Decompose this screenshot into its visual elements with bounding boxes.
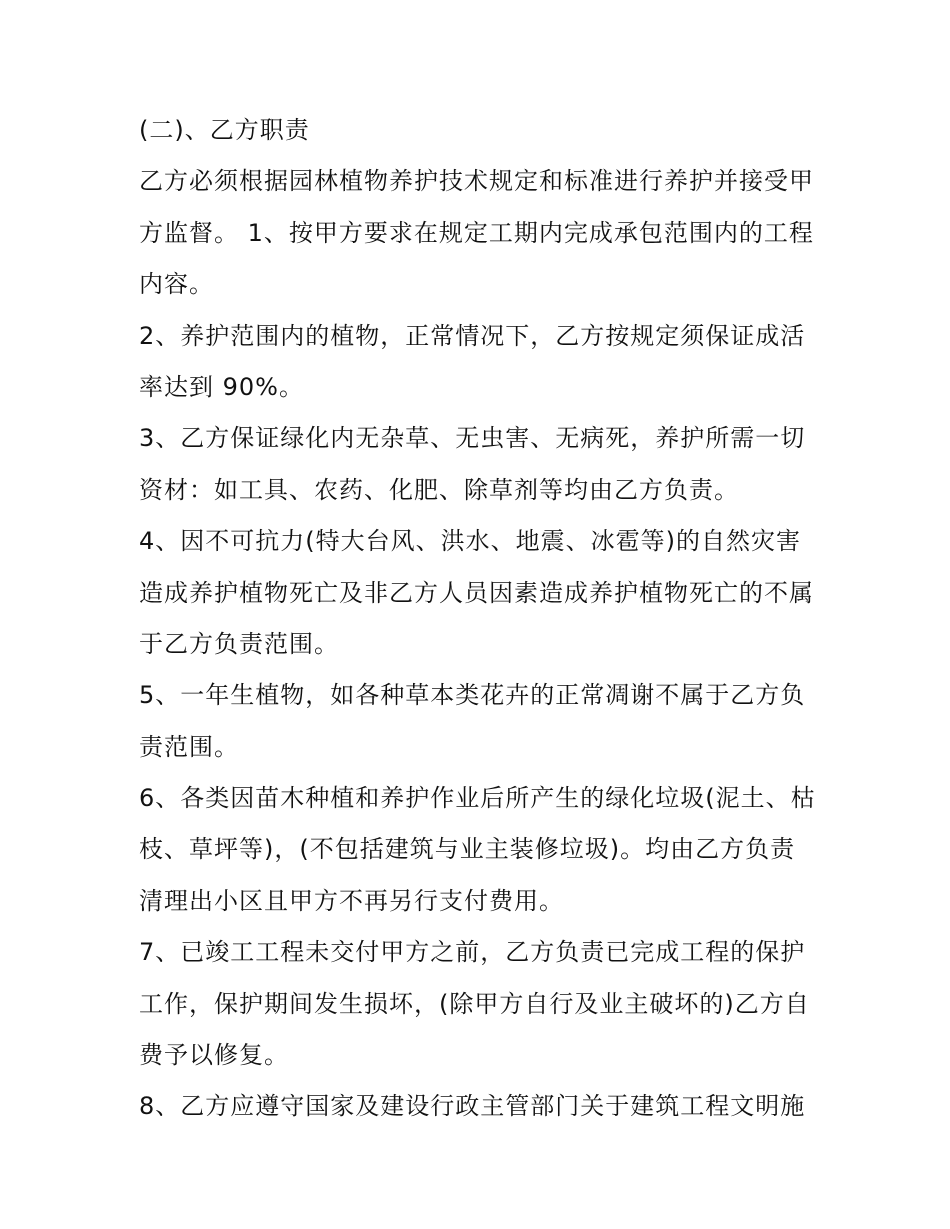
paragraph-line: 责范围。	[139, 732, 239, 761]
document-body	[139, 110, 819, 1138]
paragraph-line: 5、一年生植物，如各种草本类花卉的正常凋谢不属于乙方负	[139, 681, 806, 710]
paragraph-line: 乙方必须根据园林植物养护技术规定和标准进行养护并接受甲	[139, 167, 814, 196]
paragraph-line: 枝、草坪等)，(不包括建筑与业主装修垃圾)。均由乙方负责	[139, 835, 796, 864]
paragraph-line: 3、乙方保证绿化内无杂草、无虫害、无病死，养护所需一切	[139, 424, 806, 453]
paragraph-line: 7、已竣工工程未交付甲方之前，乙方负责已完成工程的保护	[139, 938, 806, 967]
section-heading: (二)、乙方职责	[139, 116, 310, 144]
paragraph-line: 2、养护范围内的植物，正常情况下，乙方按规定须保证成活	[139, 321, 806, 350]
paragraph-line: 内容。	[139, 270, 214, 299]
paragraph-line: 费予以修复。	[139, 1041, 289, 1070]
paragraph-line: 6、各类因苗木种植和养护作业后所产生的绿化垃圾(泥土、枯	[139, 784, 816, 813]
paragraph-line: 造成养护植物死亡及非乙方人员因素造成养护植物死亡的不属	[139, 578, 814, 607]
paragraph-line: 8、乙方应遵守国家及建设行政主管部门关于建筑工程文明施	[139, 1092, 806, 1121]
paragraph-line: 方监督。 1、按甲方要求在规定工期内完成承包范围内的工程	[139, 218, 814, 247]
paragraph-line: 4、因不可抗力(特大台风、洪水、地震、冰雹等)的自然灾害	[139, 527, 801, 556]
paragraph-line: 清理出小区且甲方不再另行支付费用。	[139, 886, 564, 915]
paragraph-line: 资材：如工具、农药、化肥、除草剂等均由乙方负责。	[139, 475, 739, 504]
paragraph-line: 于乙方负责范围。	[139, 629, 339, 658]
paragraph-line: 工作，保护期间发生损坏，(除甲方自行及业主破坏的)乙方自	[139, 989, 810, 1018]
paragraph-line: 率达到 90%。	[139, 372, 304, 401]
